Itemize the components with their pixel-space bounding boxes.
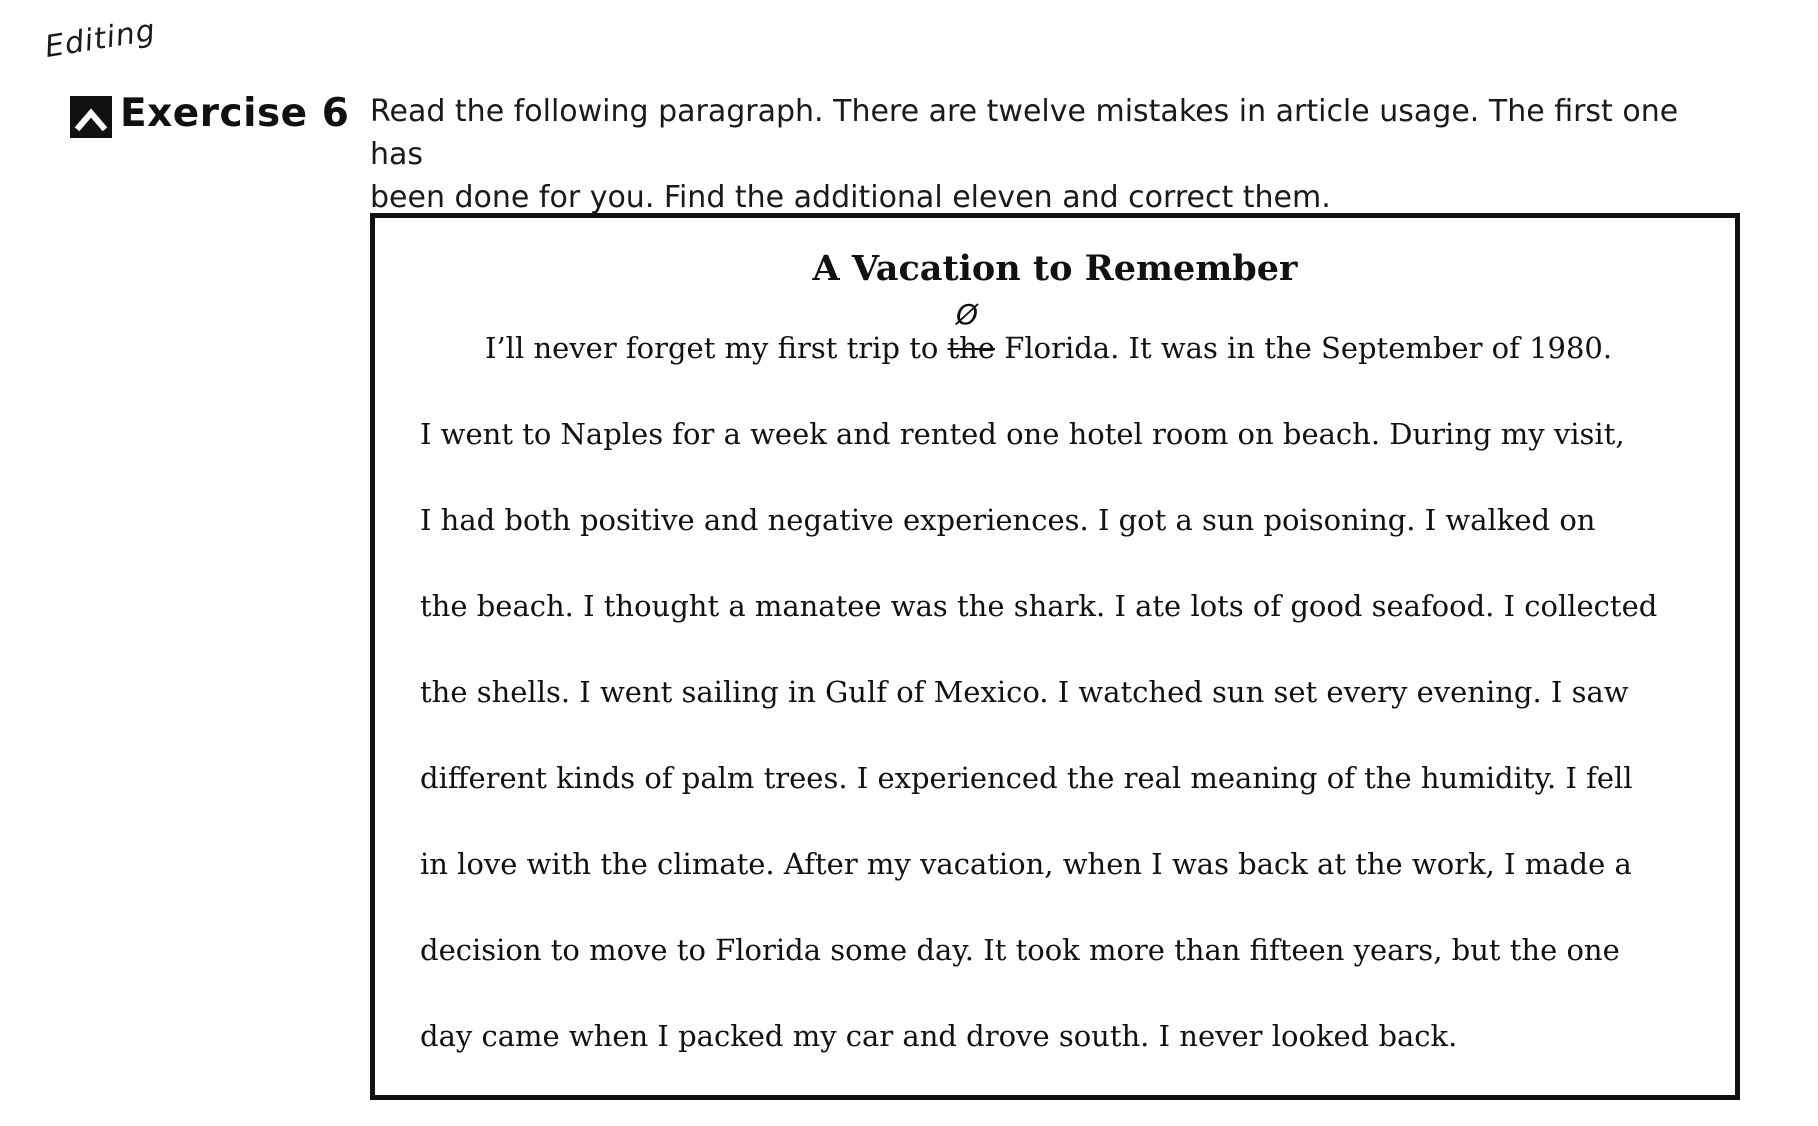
exercise-header: [70, 88, 349, 138]
passage-line-1-after: Florida. It was in the September of 1980.: [995, 331, 1613, 365]
instructions: [370, 90, 1730, 219]
passage-box: [370, 213, 1740, 1100]
passage-line-5: the shells. I went sailing in Gulf of Mexico. I watched sun set every evening. I saw: [420, 675, 1629, 709]
passage-line-3: I had both positive and negative experiences. I got a sun poisoning. I walked on: [420, 503, 1596, 537]
passage-line-9: day came when I packed my car and drove south. I never looked back.: [420, 1019, 1458, 1053]
passage-title: A Vacation to Remember: [812, 248, 1298, 289]
passage-line-2: I went to Naples for a week and rented one hotel room on beach. During my visit,: [420, 417, 1625, 451]
editing-handwritten-tag: Editing: [42, 12, 159, 66]
passage-line-7: in love with the climate. After my vacation, when I was back at the work, I made a: [420, 847, 1632, 881]
passage-line-1-before: I’ll never forget my first trip to: [485, 331, 948, 365]
passage-line-6: different kinds of palm trees. I experienced the real meaning of the humidity. I fell: [420, 761, 1633, 795]
passage-line-4: the beach. I thought a manatee was the shark. I ate lots of good seafood. I collected: [420, 589, 1658, 623]
struck-word: the: [947, 331, 996, 365]
instructions-line-1: Read the following paragraph. There are twelve mistakes in article usage. The first one has: [370, 94, 1679, 172]
exercise-label: Exercise 6: [120, 90, 350, 136]
caret-up-icon: [70, 96, 112, 138]
passage-line-1: [485, 331, 1612, 365]
passage-line-8: decision to move to Florida some day. It took more than fifteen years, but the one: [420, 933, 1620, 967]
instructions-line-2: been done for you. Find the additional eleven and correct them.: [370, 180, 1331, 215]
correction-mark: Ø: [956, 298, 979, 331]
